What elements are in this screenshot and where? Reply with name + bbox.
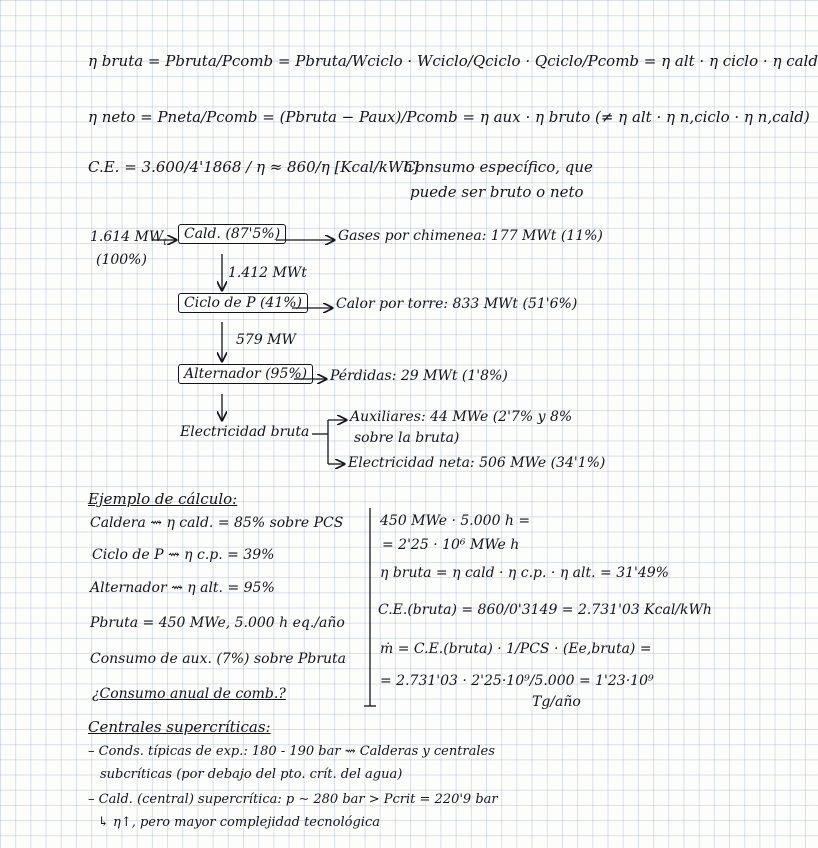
formula-eta-neto: η neto = Pneta/Pcomb = (Pbruta − Paux)/Pcomb = η aux · η bruto (≠ η alt · η n,ciclo · η n,cald) (88, 108, 810, 126)
input-percent: (100%) (96, 252, 147, 268)
input-power: 1.614 $MW_t$ (90, 229, 167, 248)
example-right-line-1: 450 MWe · 5.000 h = (380, 513, 531, 529)
auxiliaries-label-line-2: sobre la bruta) (354, 430, 460, 446)
example-left-line-3: Alternador ⇝ η alt. = 95% (90, 580, 275, 596)
supercritical-bullet-1-line-2: subcríticas (por debajo del pto. crít. del agua) (100, 767, 403, 782)
example-right-line-2: = 2'25 · 10⁶ MWe h (382, 537, 520, 553)
example-heading: Ejemplo de cálculo: (88, 490, 238, 508)
example-right-line-7: Tg/año (532, 694, 581, 710)
boiler-loss-label: Gases por chimenea: 177 MWt (11%) (338, 228, 603, 244)
example-left-line-1: Caldera ⇝ η cald. = 85% sobre PCS (90, 515, 344, 531)
alternator-box: Alternador (95%) (178, 364, 313, 384)
supercritical-bullet-2-line-2: ↳ η↑, pero mayor complejidad tecnológica (98, 815, 380, 830)
example-left-line-2: Ciclo de P ⇝ η c.p. = 39% (92, 547, 275, 563)
cycle-loss-label: Calor por torre: 833 MWt (51'6%) (336, 296, 578, 312)
example-right-line-5: ṁ = C.E.(bruta) · 1/PCS · (Ee,bruta) = (380, 641, 652, 657)
supercritical-bullet-2-line-1: – Cald. (central) supercrítica: p ∼ 280 bar > Pcrit = 220'9 bar (88, 792, 498, 807)
auxiliaries-label-line-1: Auxiliares: 44 MWe (2'7% y 8% (350, 409, 573, 425)
net-electricity-label: Electricidad neta: 506 MWe (34'1%) (348, 455, 606, 471)
formula-eta-bruto: η bruta = Pbruta/Pcomb = Pbruta/Wciclo · Wciclo/Qciclo · Qciclo/Pcomb = η alt · η ciclo · η cald (88, 52, 818, 70)
example-left-line-4: Pbruta = 450 MWe, 5.000 h eq./año (90, 615, 345, 631)
formula-consumo-especifico: C.E. = 3.600/4'1868 / η ≈ 860/η [Kcal/kWh] (88, 158, 419, 176)
example-left-line-5: Consumo de aux. (7%) sobre Pbruta (90, 651, 347, 667)
boiler-to-cycle-label: 1.412 MWt (228, 265, 307, 281)
example-left-line-6: ¿Consumo anual de comb.? (92, 686, 286, 702)
ce-note-line-1: Consumo específico, que (404, 158, 593, 176)
example-right-line-4: C.E.(bruta) = 860/0'3149 = 2.731'03 Kcal/kWh (378, 602, 712, 618)
example-right-line-3: η bruta = η cald · η c.p. · η alt. = 31'49% (380, 565, 669, 581)
cycle-to-alternator-label: 579 MW (236, 332, 296, 348)
ce-note-line-2: puede ser bruto o neto (410, 183, 584, 201)
supercritical-heading: Centrales supercríticas: (88, 718, 271, 736)
boiler-box: Cald. (87'5%) (178, 224, 286, 244)
example-right-line-6: = 2.731'03 · 2'25·10⁹/5.000 = 1'23·10⁹ (380, 673, 654, 689)
alternator-loss-label: Pérdidas: 29 MWt (1'8%) (330, 368, 508, 384)
supercritical-bullet-1-line-1: – Conds. típicas de exp.: 180 - 190 bar ⇝ Calderas y centrales (88, 744, 495, 759)
cycle-box: Ciclo de P (41%) (178, 293, 308, 313)
gross-electricity-label: Electricidad bruta (180, 424, 310, 440)
